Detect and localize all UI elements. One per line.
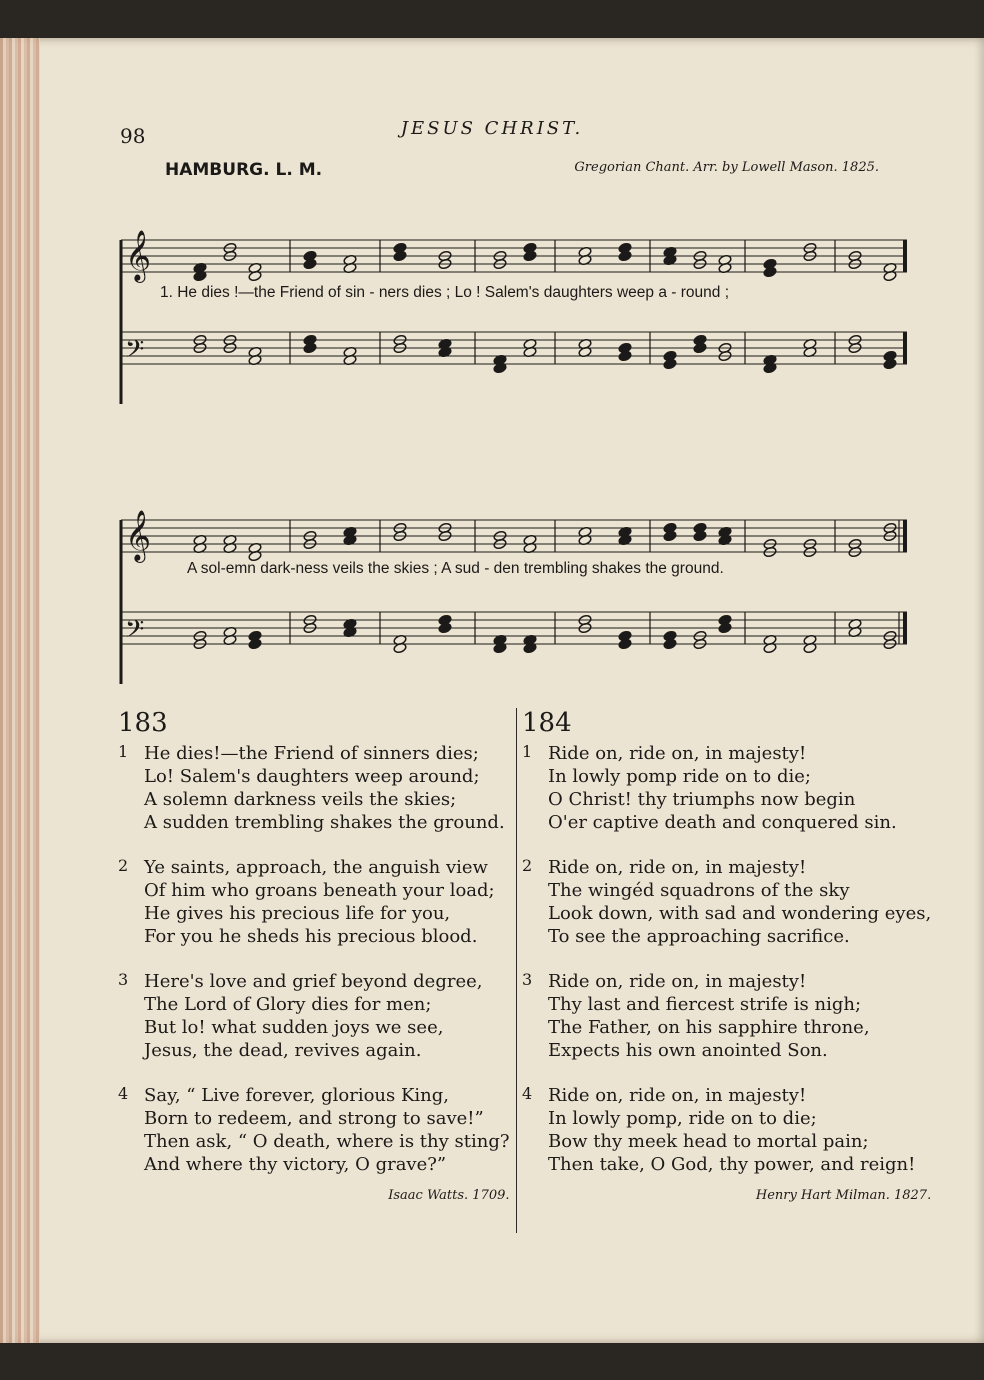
verse-line: Then ask, “ O death, where is thy sting?: [144, 1131, 510, 1152]
verse-line: But lo! what sudden joys we see,: [144, 1017, 444, 1038]
verse-line: Then take, O God, thy power, and reign!: [548, 1154, 916, 1175]
bass-clef-icon: 𝄢: [125, 615, 145, 650]
treble-clef-icon: 𝄞: [125, 230, 152, 281]
stanza: [118, 856, 510, 948]
stanza-number: 1: [118, 742, 129, 761]
hymn-184: [522, 708, 931, 1203]
stanza: [522, 742, 931, 834]
stanza-number: 2: [118, 856, 129, 875]
verse-line: For you he sheds his precious blood.: [144, 926, 478, 947]
treble-clef-icon: 𝄞: [125, 510, 152, 561]
stanza-number: 2: [522, 856, 533, 875]
tune-credit: Gregorian Chant. Arr. by Lowell Mason. 1825.: [574, 160, 879, 175]
verse-line: He gives his precious life for you,: [144, 903, 451, 924]
hymn-author: Henry Hart Milman. 1827.: [755, 1188, 932, 1203]
verse-line: Ye saints, approach, the anguish view: [144, 857, 488, 878]
page-number: 98: [120, 124, 146, 148]
stanza-number: 4: [118, 1084, 129, 1103]
stanza-number: 3: [522, 970, 533, 989]
stanza: [522, 1084, 931, 1176]
verse-line: The wingéd squadrons of the sky: [548, 880, 850, 901]
verse-line: To see the approaching sacrifice.: [548, 926, 850, 947]
stanza: [118, 742, 510, 834]
stanza: [522, 970, 931, 1062]
verse-line: Of him who groans beneath your load;: [144, 880, 495, 901]
verse-line: Jesus, the dead, revives again.: [144, 1040, 422, 1061]
tune-name: HAMBURG. L. M.: [165, 160, 323, 180]
stanza: [522, 856, 931, 948]
bass-clef-icon: 𝄢: [125, 335, 145, 370]
verse-line: Born to redeem, and strong to save!”: [144, 1108, 484, 1129]
verse-line: He dies!—the Friend of sinners dies;: [144, 743, 479, 764]
verse-line: In lowly pomp, ride on to die;: [548, 1108, 817, 1129]
verse-line: Ride on, ride on, in majesty!: [548, 971, 807, 992]
verse-line: Say, “ Live forever, glorious King,: [144, 1085, 450, 1106]
hymn-number: 184: [522, 708, 572, 738]
stanza: [118, 1084, 510, 1176]
lyric-line-2: A sol-emn dark-ness veils the skies ; A sud - den trembling shakes the ground.: [187, 560, 724, 577]
verse-line: In lowly pomp ride on to die;: [548, 766, 811, 787]
verse-line: Lo! Salem's daughters weep around;: [144, 766, 480, 787]
verse-line: Look down, with sad and wondering eyes,: [548, 903, 932, 924]
verse-line: Expects his own anointed Son.: [548, 1040, 828, 1061]
column-divider: [516, 708, 517, 1233]
verse-line: O'er captive death and conquered sin.: [548, 812, 897, 833]
verse-line: A sudden trembling shakes the ground.: [144, 812, 505, 833]
music-system-2: [115, 476, 915, 686]
stanza-number: 1: [522, 742, 533, 761]
verse-line: O Christ! thy triumphs now begin: [548, 789, 856, 810]
verse-line: Ride on, ride on, in majesty!: [548, 743, 807, 764]
hymn-author: Isaac Watts. 1709.: [388, 1188, 510, 1203]
score-staves-2: [115, 476, 915, 686]
verse-line: A solemn darkness veils the skies;: [144, 789, 457, 810]
verse-line: The Father, on his sapphire throne,: [548, 1017, 870, 1038]
hymn-number: 183: [118, 708, 168, 738]
stanza-number: 4: [522, 1084, 533, 1103]
verse-line: Ride on, ride on, in majesty!: [548, 857, 807, 878]
verse-line: Ride on, ride on, in majesty!: [548, 1085, 807, 1106]
lyric-line-1: 1. He dies !—the Friend of sin - ners dies ; Lo ! Salem's daughters weep a - round ;: [160, 284, 729, 301]
verse-line: The Lord of Glory dies for men;: [144, 994, 432, 1015]
verse-line: Thy last and fiercest strife is nigh;: [548, 994, 862, 1015]
verse-line: Bow thy meek head to mortal pain;: [548, 1131, 869, 1152]
stanza: [118, 970, 510, 1062]
verse-line: And where thy victory, O grave?”: [144, 1154, 447, 1175]
running-head: JESUS CHRIST.: [400, 118, 584, 139]
stanza-number: 3: [118, 970, 129, 989]
verse-line: Here's love and grief beyond degree,: [144, 971, 483, 992]
hymn-183: [118, 708, 510, 1203]
page-edge: [0, 38, 40, 1343]
hymnal-page: [0, 38, 984, 1343]
